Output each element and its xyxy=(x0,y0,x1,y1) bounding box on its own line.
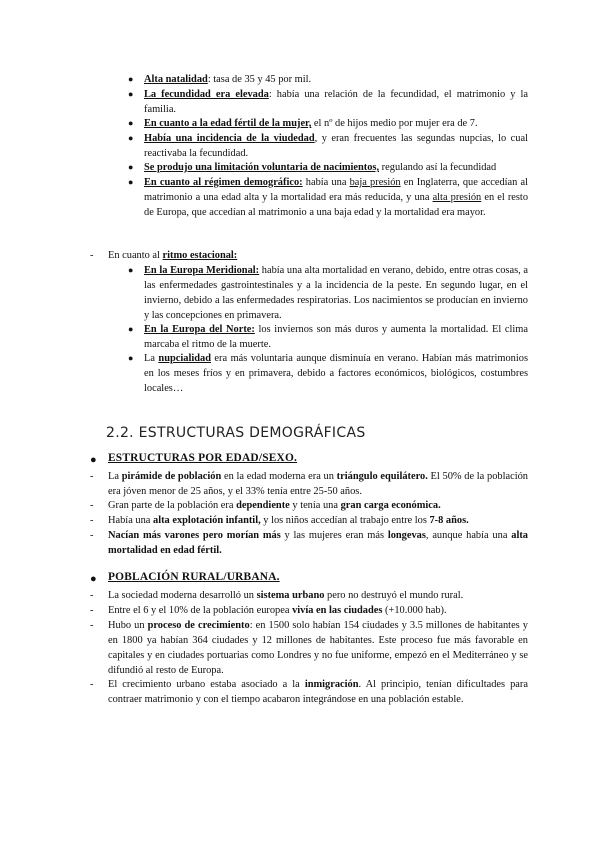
list-item: Había una alta explotación infantil, y los niños accedían al trabajo entre los 7-8 años. xyxy=(108,515,469,526)
list-item: Gran parte de la población era dependiente y tenía una gran carga económica. xyxy=(108,500,441,511)
list-item: La nupcialidad era más voluntaria aunque disminuía en verano. Habían más matrimonios en los meses fríos y en primavera, debido a factores económicos, biológicos, costumbres locales… xyxy=(144,353,528,394)
list-item: En cuanto al ritmo estacional: xyxy=(108,250,238,261)
subsection-title: POBLACIÓN RURAL/URBANA. xyxy=(108,571,280,583)
list-item: Entre el 6 y el 10% de la población europea vivía en las ciudades (+10.000 hab). xyxy=(108,605,447,616)
dash-marker: - xyxy=(90,515,94,526)
dash-marker: - xyxy=(90,500,94,511)
bullet-icon: ● xyxy=(128,353,134,363)
dash-marker: - xyxy=(90,620,94,631)
list-item: La sociedad moderna desarrolló un sistema urbano pero no destruyó el mundo rural. xyxy=(108,590,464,601)
bullet-icon: ● xyxy=(128,89,134,99)
list-item: La fecundidad era elevada: había una relación de la fecundidad, el matrimonio y la familia. xyxy=(144,89,528,115)
section-heading: 2.2. ESTRUCTURAS DEMOGRÁFICAS xyxy=(106,425,366,441)
dash-marker: - xyxy=(90,250,94,261)
list-item: La pirámide de población en la edad moderna era un triángulo equilátero. El 50% de la población era jóven menor de 25 años, y el 33% tenía entre 25-50 años. xyxy=(108,471,528,497)
dash-marker: - xyxy=(90,605,94,616)
bullet-icon: ● xyxy=(128,162,134,172)
list-item: Hubo un proceso de crecimiento: en 1500 solo habían 154 ciudades y 3.5 millones de habitantes y en 1800 ya habían 364 ciudades y 12 millones de habitantes. Este proceso fue más favorable en capitales y en ciudades portuarias como Londres y no fue uniforme, empezó en el Mediterráneo y se difundió al resto de Europa. xyxy=(108,620,528,676)
dash-marker: - xyxy=(90,679,94,690)
subsection-title: ESTRUCTURAS POR EDAD/SEXO. xyxy=(108,452,298,464)
bullet-icon: ● xyxy=(128,133,134,143)
list-item: Había una incidencia de la viudedad, y eran frecuentes las segundas nupcias, lo cual reactivaba la fecundidad. xyxy=(144,133,528,159)
bullet-icon: ● xyxy=(128,324,134,334)
dash-marker: - xyxy=(90,471,94,482)
bullet-icon: ● xyxy=(90,573,97,585)
list-item: Alta natalidad: tasa de 35 y 45 por mil. xyxy=(144,74,312,85)
dash-marker: - xyxy=(90,590,94,601)
list-item: En la Europa del Norte: los inviernos son más duros y aumenta la mortalidad. El clima marcaba el ritmo de la muerte. xyxy=(144,324,528,350)
bullet-icon: ● xyxy=(90,454,97,466)
list-item: En cuanto a la edad fértil de la mujer, el nº de hijos medio por mujer era de 7. xyxy=(144,118,478,129)
bullet-icon: ● xyxy=(128,118,134,128)
dash-marker: - xyxy=(90,530,94,541)
list-item: En cuanto al régimen demográfico: había una baja presión en Inglaterra, que accedían al matrimonio a una edad alta y la mortalidad era más reducida, y una alta presión en el resto de Europa, que accedían al matrimonio a una baja edad y la mortalidad era mayor. xyxy=(144,177,529,218)
bullet-icon: ● xyxy=(128,265,134,275)
bullet-icon: ● xyxy=(128,177,134,187)
list-item: El crecimiento urbano estaba asociado a la inmigración. Al principio, tenían dificultades para contraer matrimonio y con el tiempo acabaron integrándose en una población estable. xyxy=(108,679,528,705)
list-item: En la Europa Meridional: había una alta mortalidad en verano, debido, entre otras cosas, a las enfermedades gastrointestinales y a la incidencia de la peste. En segundo lugar, en el invierno, debido a las enfermedades respiratorias. Los nacimientos se producían en invierno y las concepciones en primavera. xyxy=(144,265,528,321)
bullet-icon: ● xyxy=(128,74,134,84)
list-item: Nacían más varones pero morían más y las mujeres eran más longevas, aunque había una alta mortalidad en edad fértil. xyxy=(108,530,528,556)
list-item: Se produjo una limitación voluntaria de nacimientos, regulando así la fecundidad xyxy=(144,162,497,173)
